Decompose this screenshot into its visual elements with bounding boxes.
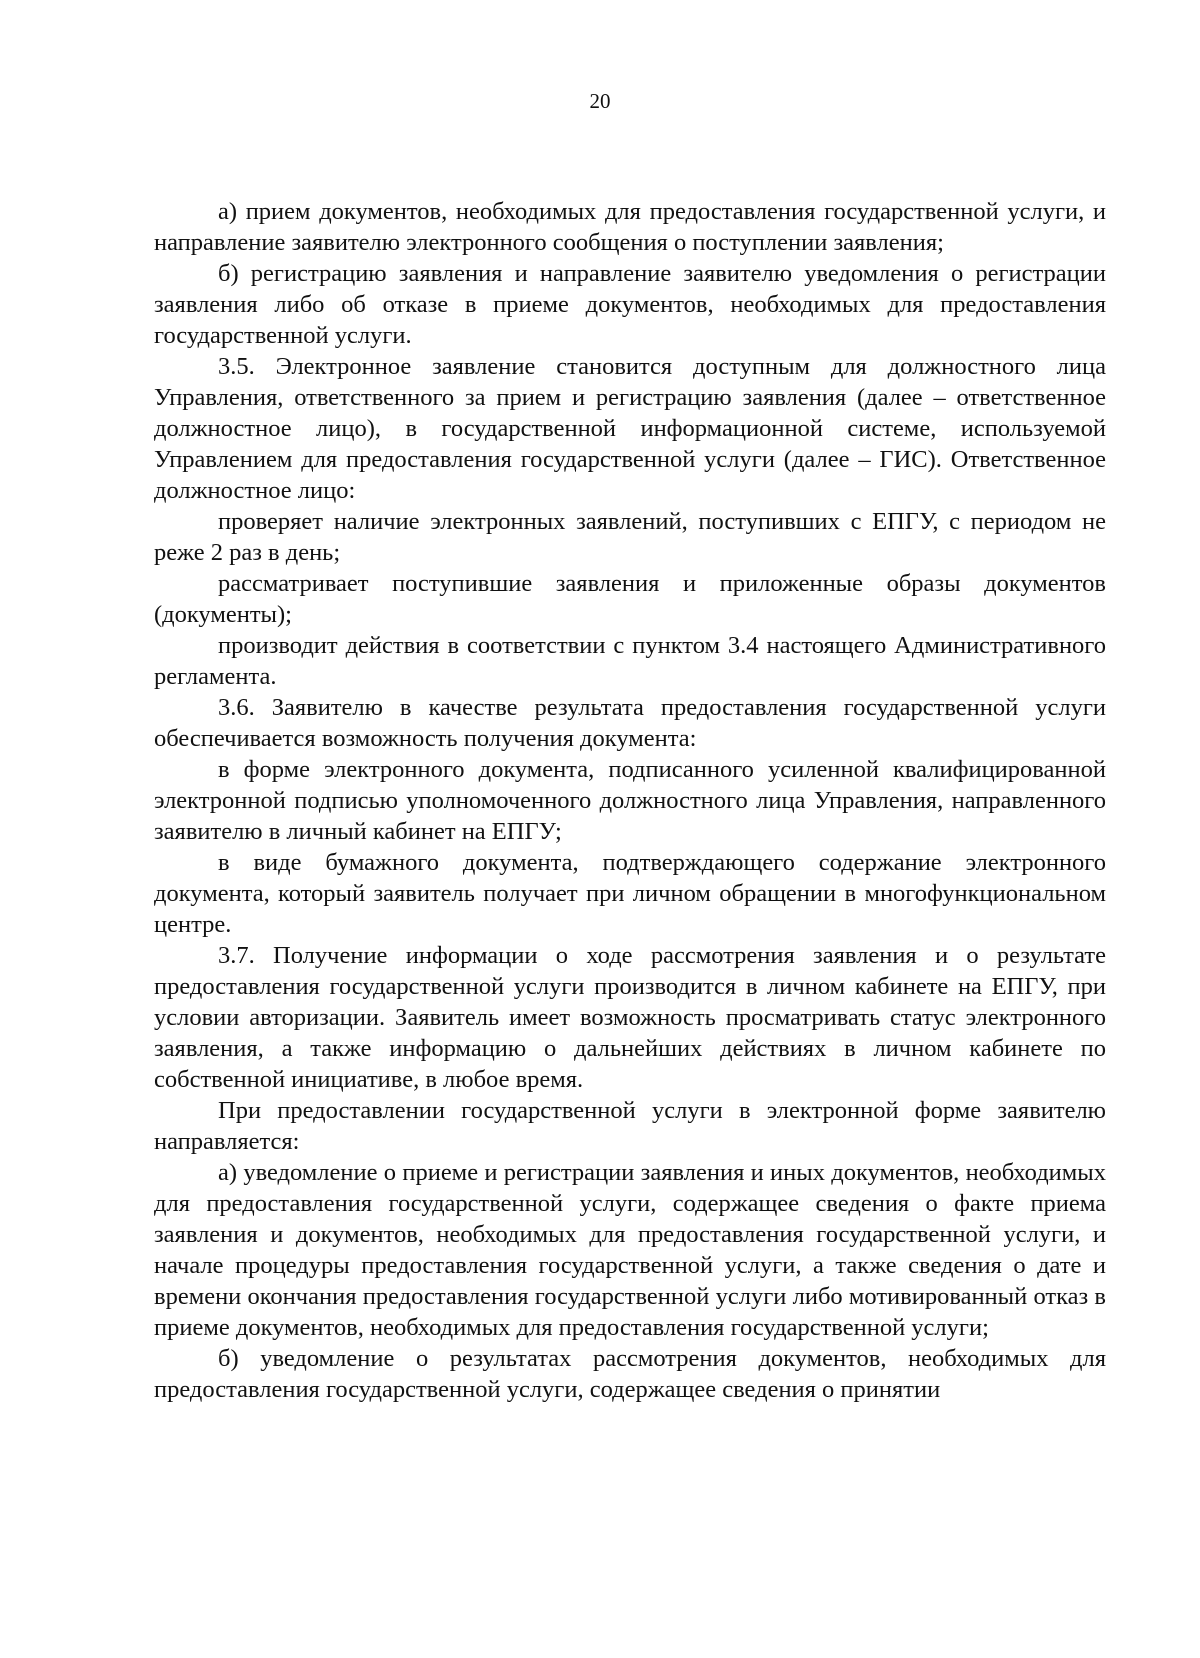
paragraph-notifications-intro: При предоставлении государственной услуги в электронной форме заявителю направляется:: [154, 1097, 1106, 1155]
paragraph-notification-a: а) уведомление о приеме и регистрации заявления и иных документов, необходимых для предоставления государственной услуги, содержащее сведения о факте приема заявления и документов, необходимых для предоставления государственной услуги, и начале процедуры предоставления государственной услуги, а также сведения о дате и времени окончания предоставления государственной услуги либо мотивированный отказ в приеме документов, необходимых для предоставления государственной услуги;: [154, 1159, 1106, 1341]
paragraph-paper-form: в виде бумажного документа, подтверждающего содержание электронного документа, который заявитель получает при личном обращении в многофункциональном центре.: [154, 849, 1106, 938]
paragraph-b-registration: б) регистрацию заявления и направление заявителю уведомления о регистрации заявления либо об отказе в приеме документов, необходимых для предоставления государственной услуги.: [154, 260, 1106, 349]
document-body: [154, 196, 1106, 1405]
page-number: 20: [589, 89, 611, 113]
paragraph-performs-actions: производит действия в соответствии с пунктом 3.4 настоящего Административного регламента.: [154, 632, 1106, 690]
paragraph-notification-b: б) уведомление о результатах рассмотрения документов, необходимых для предоставления государственной услуги, содержащее сведения о принятии: [154, 1345, 1106, 1403]
paragraph-reviews-applications: рассматривает поступившие заявления и приложенные образы документов (документы);: [154, 570, 1106, 628]
paragraph-3-6: 3.6. Заявителю в качестве результата предоставления государственной услуги обеспечивается возможность получения документа:: [154, 694, 1106, 752]
paragraph-3-7: 3.7. Получение информации о ходе рассмотрения заявления и о результате предоставления государственной услуги производится в личном кабинете на ЕПГУ, при условии авторизации. Заявитель имеет возможность просматривать статус электронного заявления, а также информацию о дальнейших действиях в личном кабинете по собственной инициативе, в любое время.: [154, 942, 1106, 1093]
paragraph-a-document-intake: а) прием документов, необходимых для предоставления государственной услуги, и направление заявителю электронного сообщения о поступлении заявления;: [154, 198, 1106, 256]
paragraph-electronic-form: в форме электронного документа, подписанного усиленной квалифицированной электронной подписью уполномоченного должностного лица Управления, направленного заявителю в личный кабинет на ЕПГУ;: [154, 756, 1106, 845]
paragraph-checks-applications: проверяет наличие электронных заявлений, поступивших с ЕПГУ, с периодом не реже 2 раз в день;: [154, 508, 1106, 566]
paragraph-3-5: 3.5. Электронное заявление становится доступным для должностного лица Управления, ответственного за прием и регистрацию заявления (далее – ответственное должностное лицо), в государственной информационной системе, используемой Управлением для предоставления государственной услуги (далее – ГИС). Ответственное должностное лицо:: [154, 353, 1106, 504]
